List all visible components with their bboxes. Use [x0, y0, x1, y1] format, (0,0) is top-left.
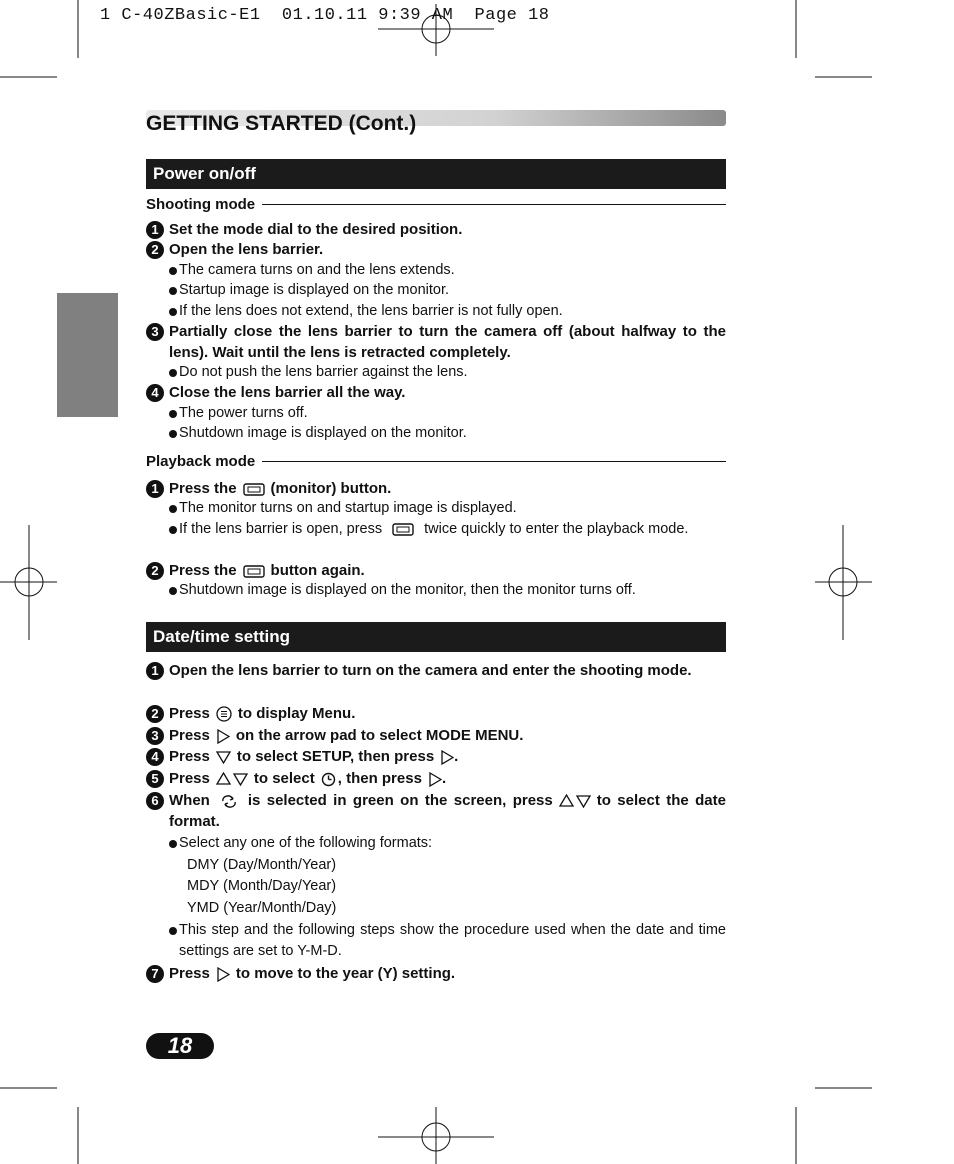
step-number: 7	[146, 965, 164, 983]
bullet-text: twice quickly to enter the playback mode.	[424, 521, 689, 537]
arrow-right-icon	[428, 772, 442, 787]
format-option: DMY (Day/Month/Year)	[187, 857, 337, 873]
step-1	[146, 478, 726, 499]
arrow-down-icon	[233, 772, 248, 786]
bullet-text: Shutdown image is displayed on the monitor, then the monitor turns off.	[179, 582, 636, 598]
arrow-up-icon	[559, 794, 574, 808]
step-2	[146, 703, 726, 724]
arrow-right-icon	[216, 729, 230, 744]
step-4	[146, 382, 726, 403]
step-text: Set the mode dial to the desired position.	[169, 221, 463, 238]
step-4	[146, 746, 726, 767]
step-text: Close the lens barrier all the way.	[169, 384, 406, 401]
arrow-right-icon	[440, 750, 454, 765]
step-number: 2	[146, 241, 164, 259]
step-text: to select SETUP, then press	[236, 748, 435, 765]
monitor-button-icon	[243, 483, 265, 496]
step-text: to display Menu.	[237, 705, 356, 722]
subheading-label: Shooting mode	[146, 196, 256, 213]
bullet-icon	[169, 840, 177, 848]
bullet-icon	[169, 410, 177, 418]
bullet-text: This step and the following steps show the procedure used when the date and time settings are set to Y-M-D.	[179, 922, 726, 959]
bullet-item	[169, 498, 726, 519]
bullet-text: If the lens barrier is open, press	[179, 521, 383, 537]
step-number: 5	[146, 770, 164, 788]
step-3	[146, 725, 726, 746]
step-number: 4	[146, 748, 164, 766]
step-text: is selected in green on the screen, press	[247, 792, 553, 809]
monitor-button-icon	[243, 565, 265, 578]
step-text: .	[454, 748, 459, 765]
bullet-text: Shutdown image is displayed on the monitor.	[179, 425, 467, 441]
bullet-item	[169, 301, 726, 322]
step-2	[146, 560, 726, 581]
section-header-datetime: Date/time setting	[146, 622, 726, 652]
bullet-text: Do not push the lens barrier against the lens.	[179, 364, 468, 380]
bullet-text: Startup image is displayed on the monitor.	[179, 282, 450, 298]
step-text: button again.	[270, 562, 365, 579]
step-number: 1	[146, 221, 164, 239]
step-3	[146, 321, 726, 363]
clock-icon	[321, 772, 336, 787]
bullet-item	[169, 362, 726, 383]
page-title: GETTING STARTED (Cont.)	[146, 112, 417, 135]
bullet-icon	[169, 526, 177, 534]
step-text: Press	[169, 748, 210, 765]
subheading-rule	[262, 204, 726, 205]
bullet-item	[169, 833, 726, 854]
bullet-icon	[169, 308, 177, 316]
bullet-text: Select any one of the following formats:	[179, 835, 433, 851]
step-text: Open the lens barrier to turn on the camera and enter the shooting mode.	[169, 662, 692, 679]
step-text: to move to the year (Y) setting.	[235, 965, 456, 982]
bullet-icon	[169, 505, 177, 513]
step-text: Press	[169, 965, 210, 982]
section-header-power: Power on/off	[146, 159, 726, 189]
bullet-icon	[169, 927, 177, 935]
step-number: 1	[146, 480, 164, 498]
date-format-icon	[220, 795, 238, 808]
subheading-rule	[262, 461, 726, 462]
step-number: 6	[146, 792, 164, 810]
step-text: Partially close the lens barrier to turn the camera off (about halfway to the lens). Wait until the lens is retracted completely.	[169, 323, 726, 361]
step-text: .	[441, 770, 447, 787]
bullet-item	[169, 280, 726, 301]
arrow-right-icon	[216, 967, 230, 982]
step-6	[146, 790, 726, 832]
step-number: 4	[146, 384, 164, 402]
step-number: 3	[146, 323, 164, 341]
step-text: Press the	[169, 480, 237, 497]
bullet-item	[169, 423, 726, 444]
step-number: 2	[146, 562, 164, 580]
bullet-item	[169, 260, 726, 281]
step-text: Press the	[169, 562, 237, 579]
printer-slug: 1 C-40ZBasic-E1 01.10.11 9:39 AM Page 18	[100, 6, 550, 25]
step-text: Press	[169, 705, 210, 722]
bullet-text: The camera turns on and the lens extends.	[179, 262, 455, 278]
bullet-icon	[169, 369, 177, 377]
step-7	[146, 963, 726, 984]
bullet-icon	[169, 430, 177, 438]
step-1	[146, 219, 726, 240]
monitor-button-icon	[392, 523, 414, 536]
bullet-icon	[169, 267, 177, 275]
menu-button-icon	[216, 706, 232, 722]
step-text: to select	[253, 770, 315, 787]
bullet-text: The monitor turns on and startup image is displayed.	[179, 500, 517, 516]
arrow-up-icon	[216, 772, 231, 786]
arrow-down-icon	[576, 794, 591, 808]
bullet-item	[169, 403, 726, 424]
format-option: YMD (Year/Month/Day)	[187, 900, 337, 916]
bullet-icon	[169, 287, 177, 295]
step-text: , then press	[337, 770, 422, 787]
bullet-text: The power turns off.	[179, 405, 308, 421]
step-text: When	[169, 792, 210, 809]
arrow-down-icon	[216, 750, 231, 764]
format-option: MDY (Month/Day/Year)	[187, 878, 337, 894]
step-text: on the arrow pad to select MODE MENU.	[235, 727, 524, 744]
step-text: to select the date format.	[169, 792, 726, 830]
step-5	[146, 768, 726, 789]
bullet-item	[169, 519, 726, 540]
bullet-item	[169, 580, 726, 601]
step-text: Press	[169, 727, 210, 744]
step-number: 2	[146, 705, 164, 723]
subheading-shooting-mode	[146, 196, 726, 213]
bullet-item	[169, 920, 726, 962]
step-text: Press	[169, 770, 210, 787]
step-text: Open the lens barrier.	[169, 241, 324, 258]
page-number: 18	[146, 1033, 214, 1059]
subheading-label: Playback mode	[146, 453, 256, 470]
step-text: (monitor) button.	[270, 480, 392, 497]
subheading-playback-mode	[146, 453, 726, 470]
bullet-text: If the lens does not extend, the lens barrier is not fully open.	[179, 303, 563, 319]
bullet-icon	[169, 587, 177, 595]
step-number: 3	[146, 727, 164, 745]
step-1	[146, 660, 726, 681]
step-number: 1	[146, 662, 164, 680]
step-2	[146, 239, 726, 260]
chapter-tab	[57, 293, 118, 417]
